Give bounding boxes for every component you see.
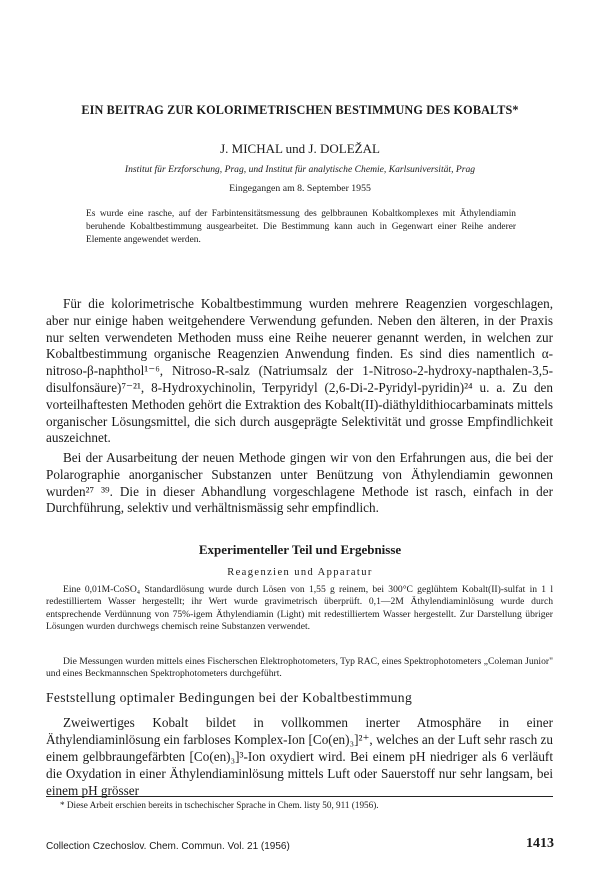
- journal-footer: Collection Czechoslov. Chem. Commun. Vol. 21 (1956): [46, 841, 290, 852]
- page-number: 1413: [526, 836, 554, 851]
- author-affiliation: Institut für Erzforschung, Prag, und Institut für analytische Chemie, Karlsuniversität, Prag: [124, 164, 476, 175]
- article-authors: J. MICHAL und J. DOLEŽAL: [220, 141, 380, 156]
- abstract: Es wurde eine rasche, auf der Farbintensitätsmessung des gelbbraunen Kobaltkomplexes mit Äthylendiamin beruhende Kobaltbestimmung ausgearbeitet. Die Bestimmung kann auch in Gegenwart einer Reihe anderer Elemente angewendet werden.: [86, 209, 516, 245]
- footnote-divider: [46, 796, 553, 797]
- paragraph-text: Die Messungen wurden mittels eines Fischerschen Elektrophotometers, Typ RAC, eines Spektrophotometers „Coleman Junior" und eines Beckmannschen Spektrophotometers durchgeführt.: [46, 656, 553, 680]
- paragraph-text: Bei der Ausarbeitung der neuen Methode gingen wir von den Erfahrungen aus, die bei der Polarographie anorganischer Substanzen unter Benützung von Äthylendiamin gewonnen wurden²⁷ ³⁹. Die in dieser Abhandlung vorgeschlagene Methode ist rasch, einfach in der Durchführung, selektiv und verhältnismässig sehr empfindlich.: [46, 450, 553, 516]
- paragraph-method-basis: [46, 450, 553, 517]
- received-date: Eingegangen am 8. September 1955: [229, 183, 371, 194]
- section-heading: Experimenteller Teil und Ergebnisse: [198, 542, 402, 557]
- reagents-paragraph: [46, 584, 553, 634]
- paragraph-text: Zweiwertiges Kobalt bildet in vollkommen inerter Atmosphäre in einer Äthylendiaminlösung ein farbloses Komplex-Ion [Co(en)₃]²⁺, welches an der Luft sehr rasch zu einem gelbbraungefärbten [Co(en)₃]³-Ion oxydiert wird. Bei einem pH niedriger als 6 verläuft die Oxydation in einer Äthylendiaminlösung mittels Luft oder Sauerstoff nur sehr langsam, bei einem pH grösser: [46, 715, 553, 798]
- footnote: * Diese Arbeit erschien bereits in tschechischer Sprache in Chem. listy 50, 911 (1956).: [60, 800, 379, 810]
- subsection-heading-conditions: Feststellung optimaler Bedingungen bei der Kobaltbestimmung: [46, 690, 413, 705]
- paragraph-introduction: [46, 296, 553, 447]
- paragraph-text: Eine 0,01M-CoSO₄ Standardlösung wurde durch Lösen von 1,55 g reinem, bei 300°C geglühtem Kobalt(II)-sulfat in 1 l redestilliertem Wasser hergestellt; ihr Wert wurde gravimetrisch überprüft. 0,1—2M Äthylendiaminlösung wurde durch entsprechende Verdünnung von 75%-igem Äthylendiamin (Light) mit redestilliertem Wasser hergestellt. Zur Darstellung übriger Lösungen wurden durchwegs chemisch reine Substanzen verwendet.: [46, 584, 553, 633]
- article-title: EIN BEITRAG ZUR KOLORIMETRISCHEN BESTIMMUNG DES KOBALTS*: [81, 103, 519, 117]
- apparatus-paragraph: [46, 656, 553, 681]
- subsection-heading: Reagenzien und Apparatur: [227, 567, 373, 578]
- paragraph-text: Für die kolorimetrische Kobaltbestimmung wurden mehrere Reagenzien vorgeschlagen, aber nur einige haben weitgehendere Verwendung gefunden. Neben den älteren, in der Praxis nur selten verwendeten Methoden muss eine Reihe neuerer genannt werden, in welchen zur Kobaltbestimmung organische Reagenzien Anwendung finden. Es sind dies namentlich α-nitroso-β-naphthol¹⁻⁶, Nitroso-R-salz (Natriumsalz der 1-Nitroso-2-hydroxy-napthalen-3,5-disulfonsäure)⁷⁻²¹, 8-Hydroxychinolin, Terpyridyl (2,6-Di-2-Pyridyl-pyridin)²⁴ u. a. Zu den vorteilhaftesten Methoden gehört die Extraktion des Kobalt(II)-diäthyldithiocarbaminats mittels organischer Lösungsmittel, die sich durch ausgeprägte Selektivität und grosse Empfindlichkeit auszeichnet.: [46, 296, 553, 446]
- paragraph-cobalt-complex: [46, 715, 553, 800]
